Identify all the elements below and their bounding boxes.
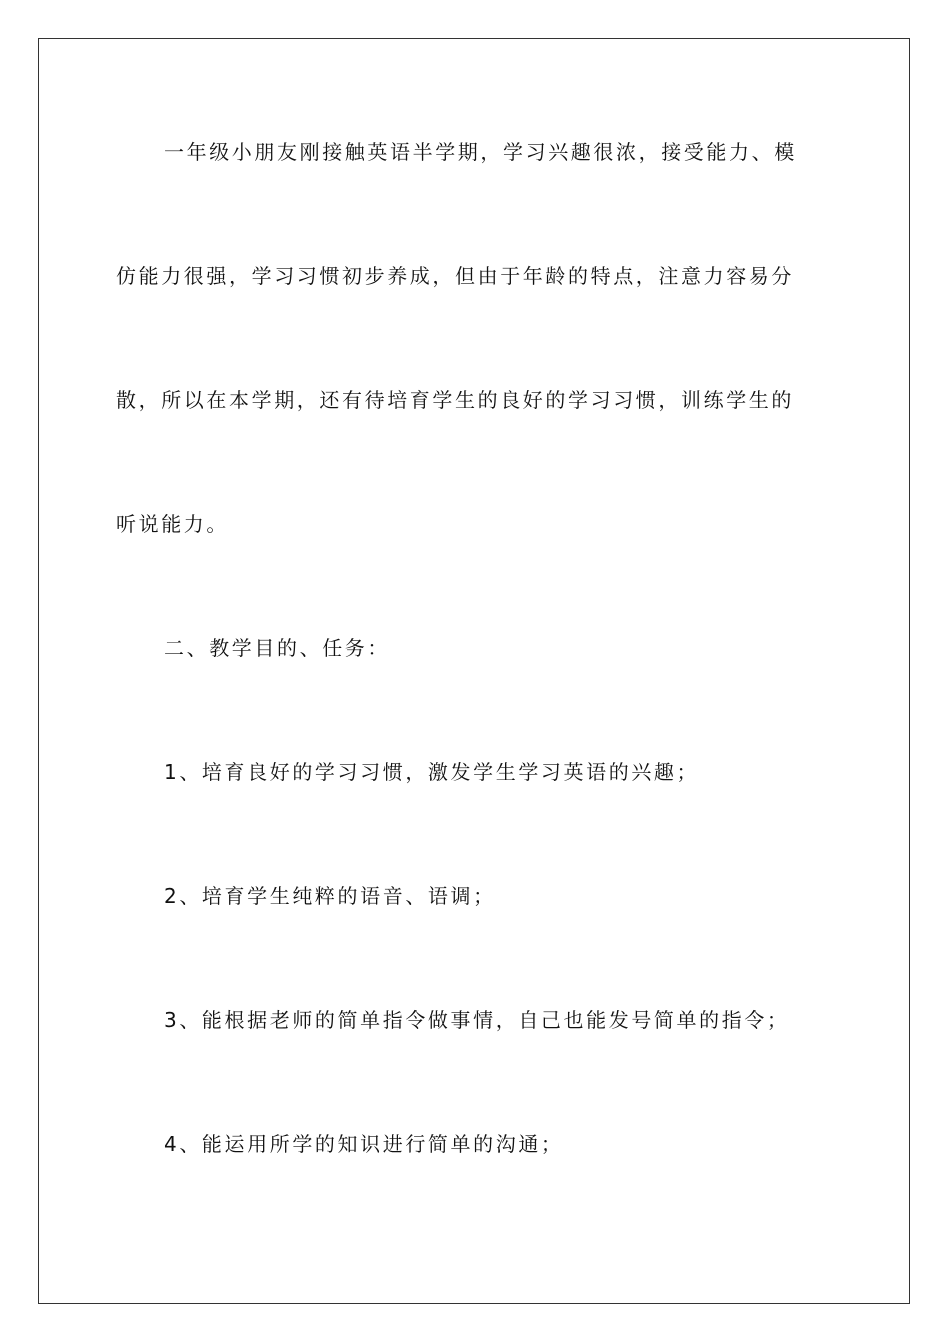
paragraph-line: 仿能力很强，学习习惯初步养成，但由于年龄的特点，注意力容易分 bbox=[116, 264, 794, 288]
list-item: 1、培育良好的学习习惯，激发学生学习英语的兴趣； bbox=[164, 760, 700, 784]
list-item: 3、能根据老师的简单指令做事情，自己也能发号简单的指令； bbox=[164, 1008, 790, 1032]
list-item: 2、培育学生纯粹的语音、语调； bbox=[164, 884, 496, 908]
list-item: 4、能运用所学的知识进行简单的沟通； bbox=[164, 1132, 564, 1156]
paragraph-line: 听说能力。 bbox=[116, 512, 229, 536]
paragraph-line: 一年级小朋友刚接触英语半学期，学习兴趣很浓，接受能力、模 bbox=[164, 140, 797, 164]
section-heading: 二、教学目的、任务： bbox=[164, 636, 390, 660]
page-border bbox=[38, 38, 910, 1304]
paragraph-line: 散，所以在本学期，还有待培育学生的良好的学习习惯，训练学生的 bbox=[116, 388, 794, 412]
